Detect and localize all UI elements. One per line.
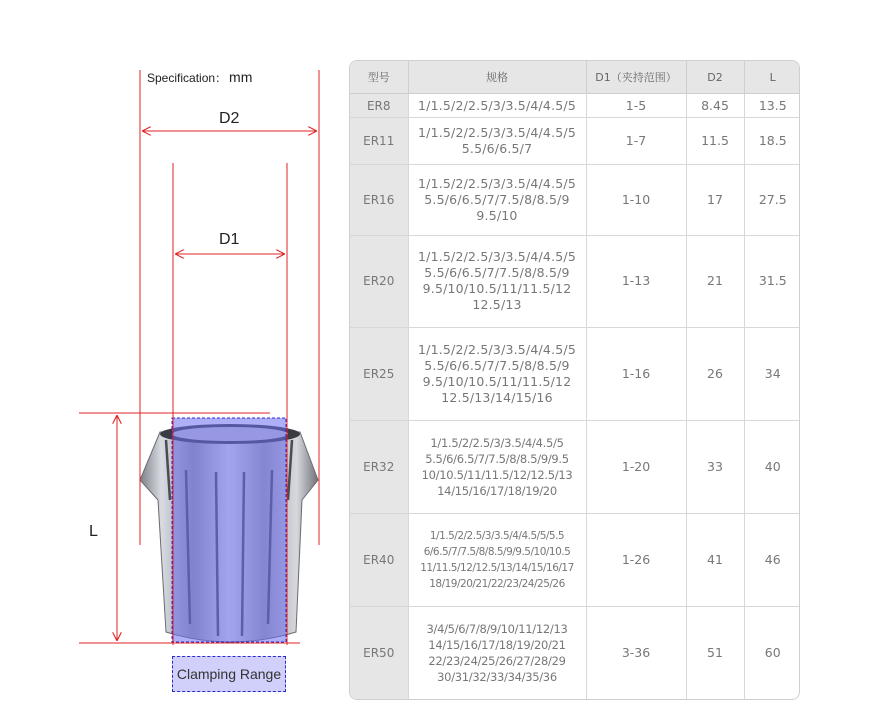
header-d1: D1（夹持范围）: [586, 61, 686, 94]
d2-cell: 21: [686, 235, 744, 328]
d2-cell: 8.45: [686, 94, 744, 118]
d2-cell: 51: [686, 607, 744, 699]
d1-cell: 3-36: [586, 607, 686, 699]
spec-cell: 1/1.5/2/2.5/3/3.5/4/4.5/5 5.5/6/6.5/7/7.5/8/8.5/9/9.5 10/10.5/11/11.5/12/12.5/13 14/15/16/17/18/19/20: [408, 421, 586, 514]
spec-cell: 3/4/5/6/7/8/9/10/11/12/13 14/15/16/17/18/19/20/21 22/23/24/25/26/27/28/29 30/31/32/33/34/35/36: [408, 607, 586, 699]
table-header-row: [350, 61, 800, 94]
spec-cell: 1/1.5/2/2.5/3/3.5/4/4.5/5 5.5/6/6.5/7/7.5/8/8.5/9 9.5/10: [408, 165, 586, 235]
l-cell: 40: [744, 421, 800, 514]
table-row: [350, 514, 800, 607]
table-row: [350, 607, 800, 699]
clamping-range-label: Clamping Range: [172, 656, 286, 692]
d1-cell: 1-13: [586, 235, 686, 328]
unit-text: mm: [229, 69, 253, 85]
d2-label: D2: [219, 110, 240, 127]
l-cell: 13.5: [744, 94, 800, 118]
l-cell: 46: [744, 514, 800, 607]
model-cell: ER40: [350, 514, 408, 607]
header-spec: 规格: [408, 61, 586, 94]
d2-cell: 17: [686, 165, 744, 235]
d2-cell: 41: [686, 514, 744, 607]
table-row: [350, 165, 800, 235]
table-row: [350, 421, 800, 514]
header-model: 型号: [350, 61, 408, 94]
model-cell: ER32: [350, 421, 408, 514]
model-cell: ER50: [350, 607, 408, 699]
l-cell: 34: [744, 328, 800, 421]
l-cell: 31.5: [744, 235, 800, 328]
d1-label: D1: [219, 231, 240, 248]
model-cell: ER11: [350, 118, 408, 165]
d2-cell: 26: [686, 328, 744, 421]
d1-cell: 1-5: [586, 94, 686, 118]
clamping-range-overlay: [172, 418, 286, 642]
header-d2: D2: [686, 61, 744, 94]
model-cell: ER8: [350, 94, 408, 118]
spec-cell: 1/1.5/2/2.5/3/3.5/4/4.5/5 5.5/6/6.5/7: [408, 118, 586, 165]
l-cell: 27.5: [744, 165, 800, 235]
spec-cell: 1/1.5/2/2.5/3/3.5/4/4.5/5: [408, 94, 586, 118]
spec-table: [349, 60, 800, 700]
spec-cell: 1/1.5/2/2.5/3/3.5/4/4.5/5 5.5/6/6.5/7/7.5/8/8.5/9 9.5/10/10.5/11/11.5/12 12.5/13: [408, 235, 586, 328]
header-l: L: [744, 61, 800, 94]
d2-cell: 33: [686, 421, 744, 514]
table-row: [350, 328, 800, 421]
table-row: [350, 235, 800, 328]
d1-cell: 1-10: [586, 165, 686, 235]
model-cell: ER16: [350, 165, 408, 235]
table-row: [350, 94, 800, 118]
d1-cell: 1-7: [586, 118, 686, 165]
model-cell: ER25: [350, 328, 408, 421]
d1-cell: 1-16: [586, 328, 686, 421]
l-label: L: [89, 523, 98, 540]
spec-cell: 1/1.5/2/2.5/3/3.5/4/4.5/5 5.5/6/6.5/7/7.5/8/8.5/9 9.5/10/10.5/11/11.5/12 12.5/13/14/15/16: [408, 328, 586, 421]
l-cell: 60: [764, 645, 781, 661]
d2-cell: 11.5: [686, 118, 744, 165]
d1-cell: 1-26: [586, 514, 686, 607]
table-row: [350, 118, 800, 165]
l-cell: 18.5: [744, 118, 800, 165]
specification-text: Specification：: [147, 71, 228, 85]
spec-cell: 1/1.5/2/2.5/3/3.5/4/4.5/5/5.5 6/6.5/7/7.5/8/8.5/9/9.5/10/10.5 11/11.5/12/12.5/13/14/15/16/17 18/19/20/21/22/23/24/25/26: [408, 514, 586, 607]
d1-cell: 1-20: [586, 421, 686, 514]
collet-drawing: [0, 0, 340, 726]
model-cell: ER20: [350, 235, 408, 328]
